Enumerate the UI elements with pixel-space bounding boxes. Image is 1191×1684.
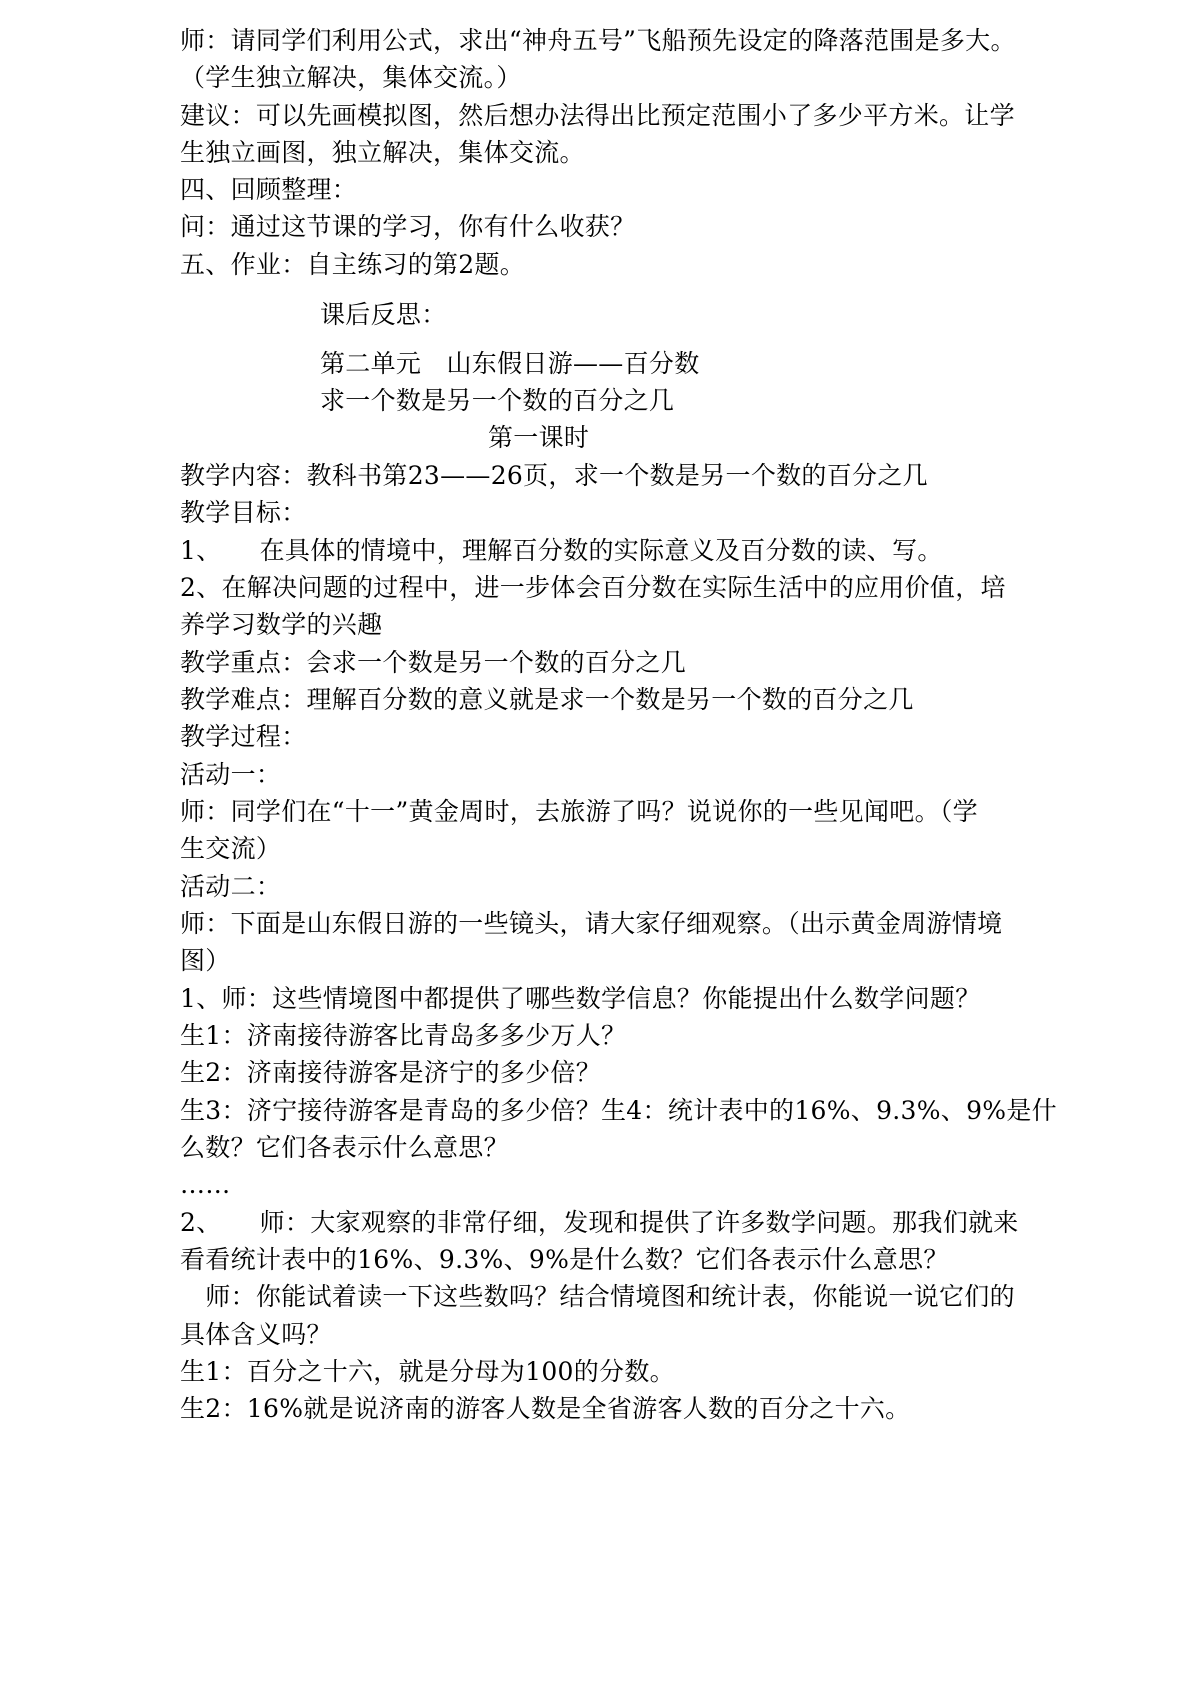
- text-line: 教学目标：: [180, 498, 307, 527]
- section-heading: 五、作业：自主练习的第2题。: [180, 250, 526, 279]
- text-line: （学生独立解决，集体交流。）: [180, 63, 522, 92]
- text-line: 师：下面是山东假日游的一些镜头，请大家仔细观察。（出示黄金周游情境: [180, 909, 1003, 938]
- text-line: 生3：济宁接待游客是青岛的多少倍？生4：统计表中的16%、9.3%、9%是什: [180, 1096, 1057, 1125]
- unit-title: 第二单元 山东假日游——百分数: [320, 349, 700, 378]
- text-line: 养学习数学的兴趣: [180, 610, 383, 639]
- lesson-period: 第一课时: [488, 423, 590, 452]
- text-line: 教学难点：理解百分数的意义就是求一个数是另一个数的百分之几: [180, 685, 914, 714]
- text-line: 图）: [180, 946, 231, 975]
- text-line: 生2：济南接待游客是济宁的多少倍？: [180, 1058, 602, 1087]
- text-line: 么数？它们各表示什么意思？: [180, 1133, 509, 1162]
- text-line: 具体含义吗？: [180, 1320, 332, 1349]
- text-line: 生1：济南接待游客比青岛多多少万人？: [180, 1021, 627, 1050]
- text-line: 活动一：: [180, 760, 282, 789]
- text-line: 生2：16%就是说济南的游客人数是全省游客人数的百分之十六。: [180, 1394, 911, 1423]
- text-line: 教学内容：教科书第23——26页，求一个数是另一个数的百分之几: [180, 461, 928, 490]
- text-line: 看看统计表中的16%、9.3%、9%是什么数？它们各表示什么意思？: [180, 1245, 949, 1274]
- section-heading: 四、回顾整理：: [180, 175, 358, 204]
- ellipsis: ……: [180, 1170, 231, 1199]
- text-line: 生交流）: [180, 834, 282, 863]
- text-line: 1、师：这些情境图中都提供了哪些数学信息？你能提出什么数学问题？: [180, 984, 981, 1013]
- text-line: 2、在解决问题的过程中，进一步体会百分数在实际生活中的应用价值，培: [180, 573, 1006, 602]
- reflection-label: 课后反思：: [320, 300, 447, 329]
- text-line: 生1：百分之十六，就是分母为100的分数。: [180, 1357, 675, 1386]
- text-line: 师：你能试着读一下这些数吗？结合情境图和统计表，你能说一说它们的: [180, 1282, 1015, 1311]
- text-line: 建议：可以先画模拟图，然后想办法得出比预定范围小了多少平方米。让学: [180, 101, 1015, 130]
- text-line: 活动二：: [180, 872, 282, 901]
- text-line: 问：通过这节课的学习，你有什么收获？: [180, 212, 636, 241]
- text-line: 师：请同学们利用公式，求出“神舟五号”飞船预先设定的降落范围是多大。: [180, 26, 1016, 55]
- text-line: 教学过程：: [180, 722, 307, 751]
- text-line: 1、 在具体的情境中，理解百分数的实际意义及百分数的读、写。: [180, 536, 943, 565]
- text-line: 生独立画图，独立解决，集体交流。: [180, 138, 585, 167]
- lesson-subtitle: 求一个数是另一个数的百分之几: [320, 386, 675, 415]
- text-line: 2、 师：大家观察的非常仔细，发现和提供了许多数学问题。那我们就来: [180, 1208, 1019, 1237]
- text-line: 师：同学们在“十一”黄金周时，去旅游了吗？说说你的一些见闻吧。（学: [180, 797, 978, 826]
- text-line: 教学重点：会求一个数是另一个数的百分之几: [180, 648, 687, 677]
